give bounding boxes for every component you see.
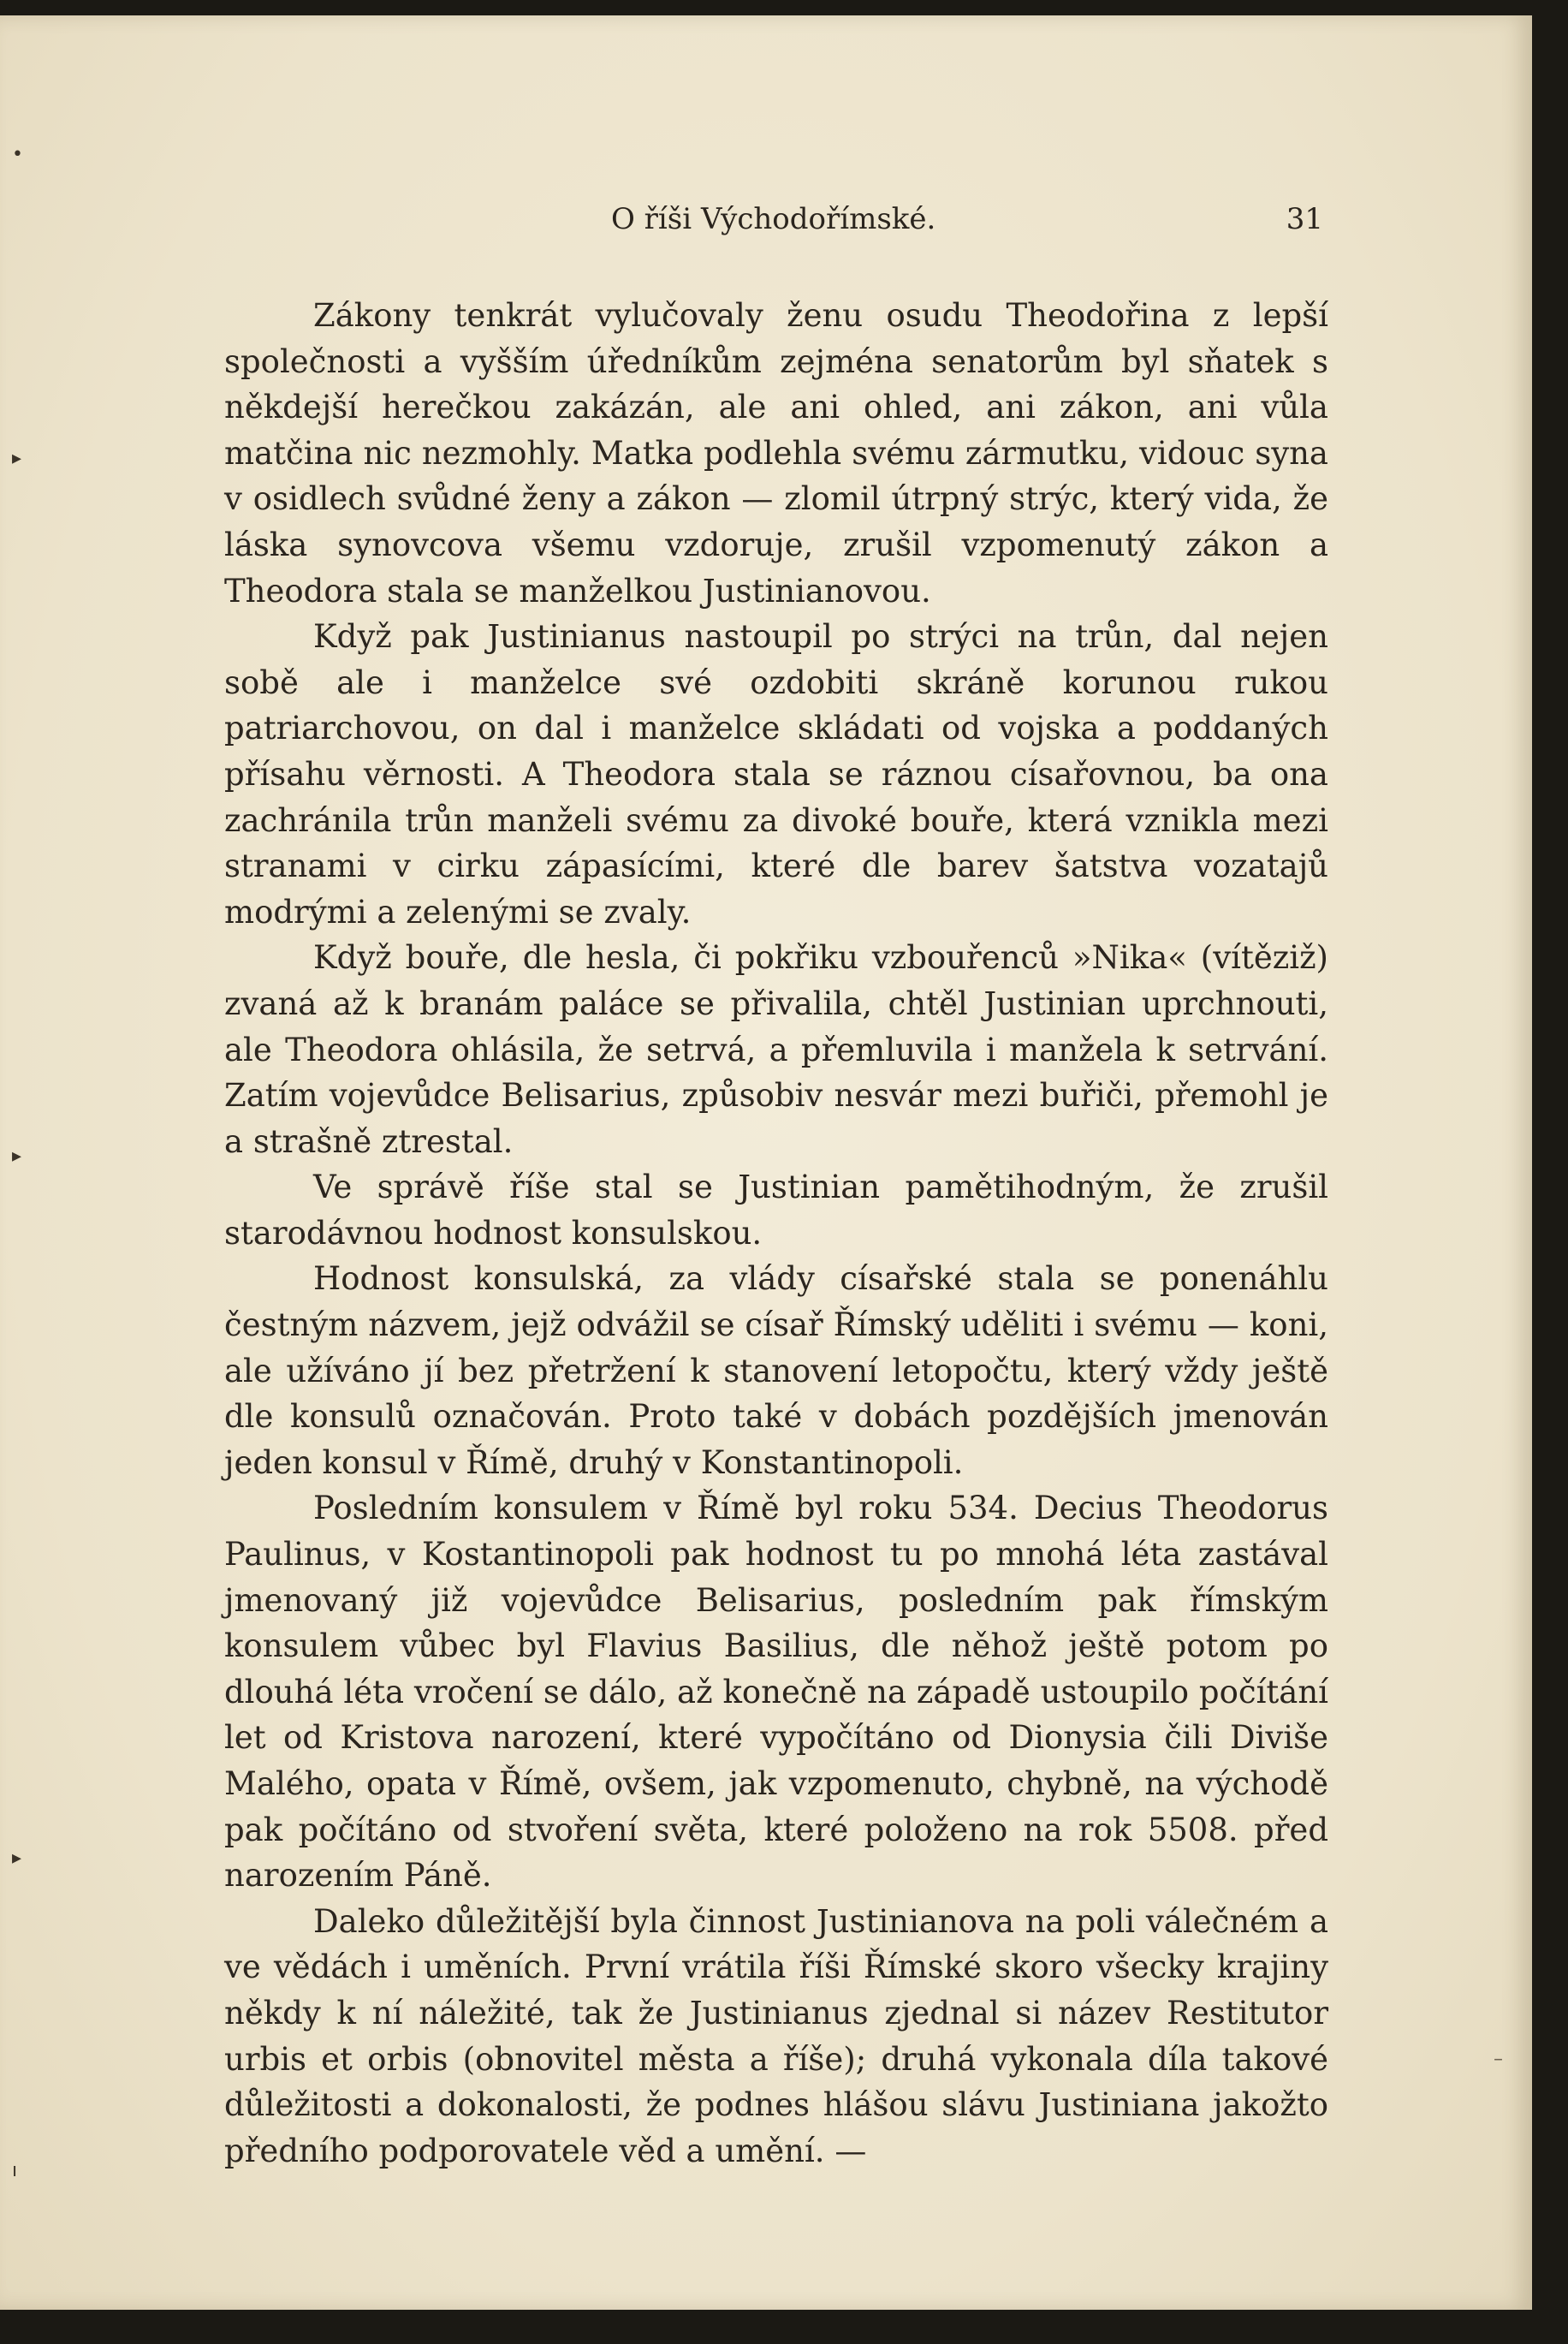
binding-marks bbox=[12, 15, 29, 2310]
page-number: 31 bbox=[1286, 202, 1323, 236]
body-text bbox=[224, 293, 1328, 2174]
book-page bbox=[0, 15, 1532, 2310]
paragraph: Zákony tenkrát vylučovaly ženu osudu Theodořina z lepší společnosti a vyšším úředníkům zejména senatorům byl sňatek s někdejší herečkou zakázán, ale ani ohled, ani zákon, ani vůla matčina nic nezmohly. Matka podlehla svému zármutku, vidouc syna v osidlech svůdné ženy a zákon — zlomil útrpný strýc, který vida, že láska synovcova všemu vzdoruje, zrušil vzpomenutý zákon a Theodora stala se manželkou Justinianovou. bbox=[224, 297, 1328, 610]
margin-dash: – bbox=[1494, 2049, 1503, 2070]
binding-mark: • bbox=[12, 144, 23, 165]
paragraph: Ve správě říše stal se Justinian pamětihodným, že zrušil starodávnou hodnost konsulskou. bbox=[224, 1169, 1328, 1252]
running-title: O říši Východořímské. bbox=[611, 202, 936, 236]
paragraph: Když bouře, dle hesla, či pokřiku vzbouřenců »Nika« (vítěziž) zvaná až k branám paláce se přivalila, chtěl Justinian uprchnouti, ale Theodora ohlásila, že setrvá, a přemluvila i manžela k setrvání. Zatím vojevůdce Belisarius, způsobiv nesvár mezi buřiči, přemohl je a strašně ztrestal. bbox=[224, 939, 1328, 1160]
paragraph: Daleko důležitější byla činnost Justinianova na poli válečném a ve vědách i uměních. První vrátila říši Římské skoro všecky krajiny někdy k ní náležité, tak že Justinianus zjednal si název Restitutor urbis et orbis (obnovitel města a říše); druhá vykonala díla takové důležitosti a dokonalosti, že podnes hlášou slávu Justiniana jakožto předního podporovatele věd a umění. — bbox=[224, 1902, 1328, 2169]
paragraph: Hodnost konsulská, za vlády císařské stala se ponenáhlu čestným názvem, jejž odvážil se císař Římský uděliti i svému — koni, ale užíváno jí bez přetržení k stanovení letopočtu, který vždy ještě dle konsulů označován. Proto také v dobách pozdějších jmenován jeden konsul v Římě, druhý v Konstantinopoli. bbox=[224, 1260, 1328, 1481]
paragraph: Posledním konsulem v Římě byl roku 534. Decius Theodorus Paulinus, v Kostantinopoli pak hodnost tu po mnohá léta zastával jmenovaný již vojevůdce Belisarius, posledním pak římským konsulem vůbec byl Flavius Basilius, dle něhož ještě potom po dlouhá léta vročení se dálo, až konečně na západě ustoupilo počítání let od Kristova narození, které vypočítáno od Dionysia čili Diviše Malého, opata v Římě, ovšem, jak vzpomenuto, chybně, na východě pak počítáno od stvoření světa, které položeno na rok 5508. před narozením Páně. bbox=[224, 1490, 1328, 1895]
binding-mark: ▸ bbox=[12, 1145, 22, 1167]
binding-mark: ı bbox=[12, 2160, 18, 2181]
running-header bbox=[226, 202, 1323, 245]
binding-mark: ▸ bbox=[12, 1847, 22, 1869]
binding-mark: ▸ bbox=[12, 448, 22, 469]
paragraph: Když pak Justinianus nastoupil po strýci na trůn, dal nejen sobě ale i manželce své ozdobiti skráně korunou rukou patriarchovou, on dal i manželce skládati od vojska a poddaných přísahu věrnosti. A Theodora stala se ráznou císařovnou, ba ona zachránila trůn manželi svému za divoké bouře, která vznikla mezi stranami v cirku zápasícími, které dle barev šatstva vozatajů modrými a zelenými se zvaly. bbox=[224, 618, 1328, 931]
